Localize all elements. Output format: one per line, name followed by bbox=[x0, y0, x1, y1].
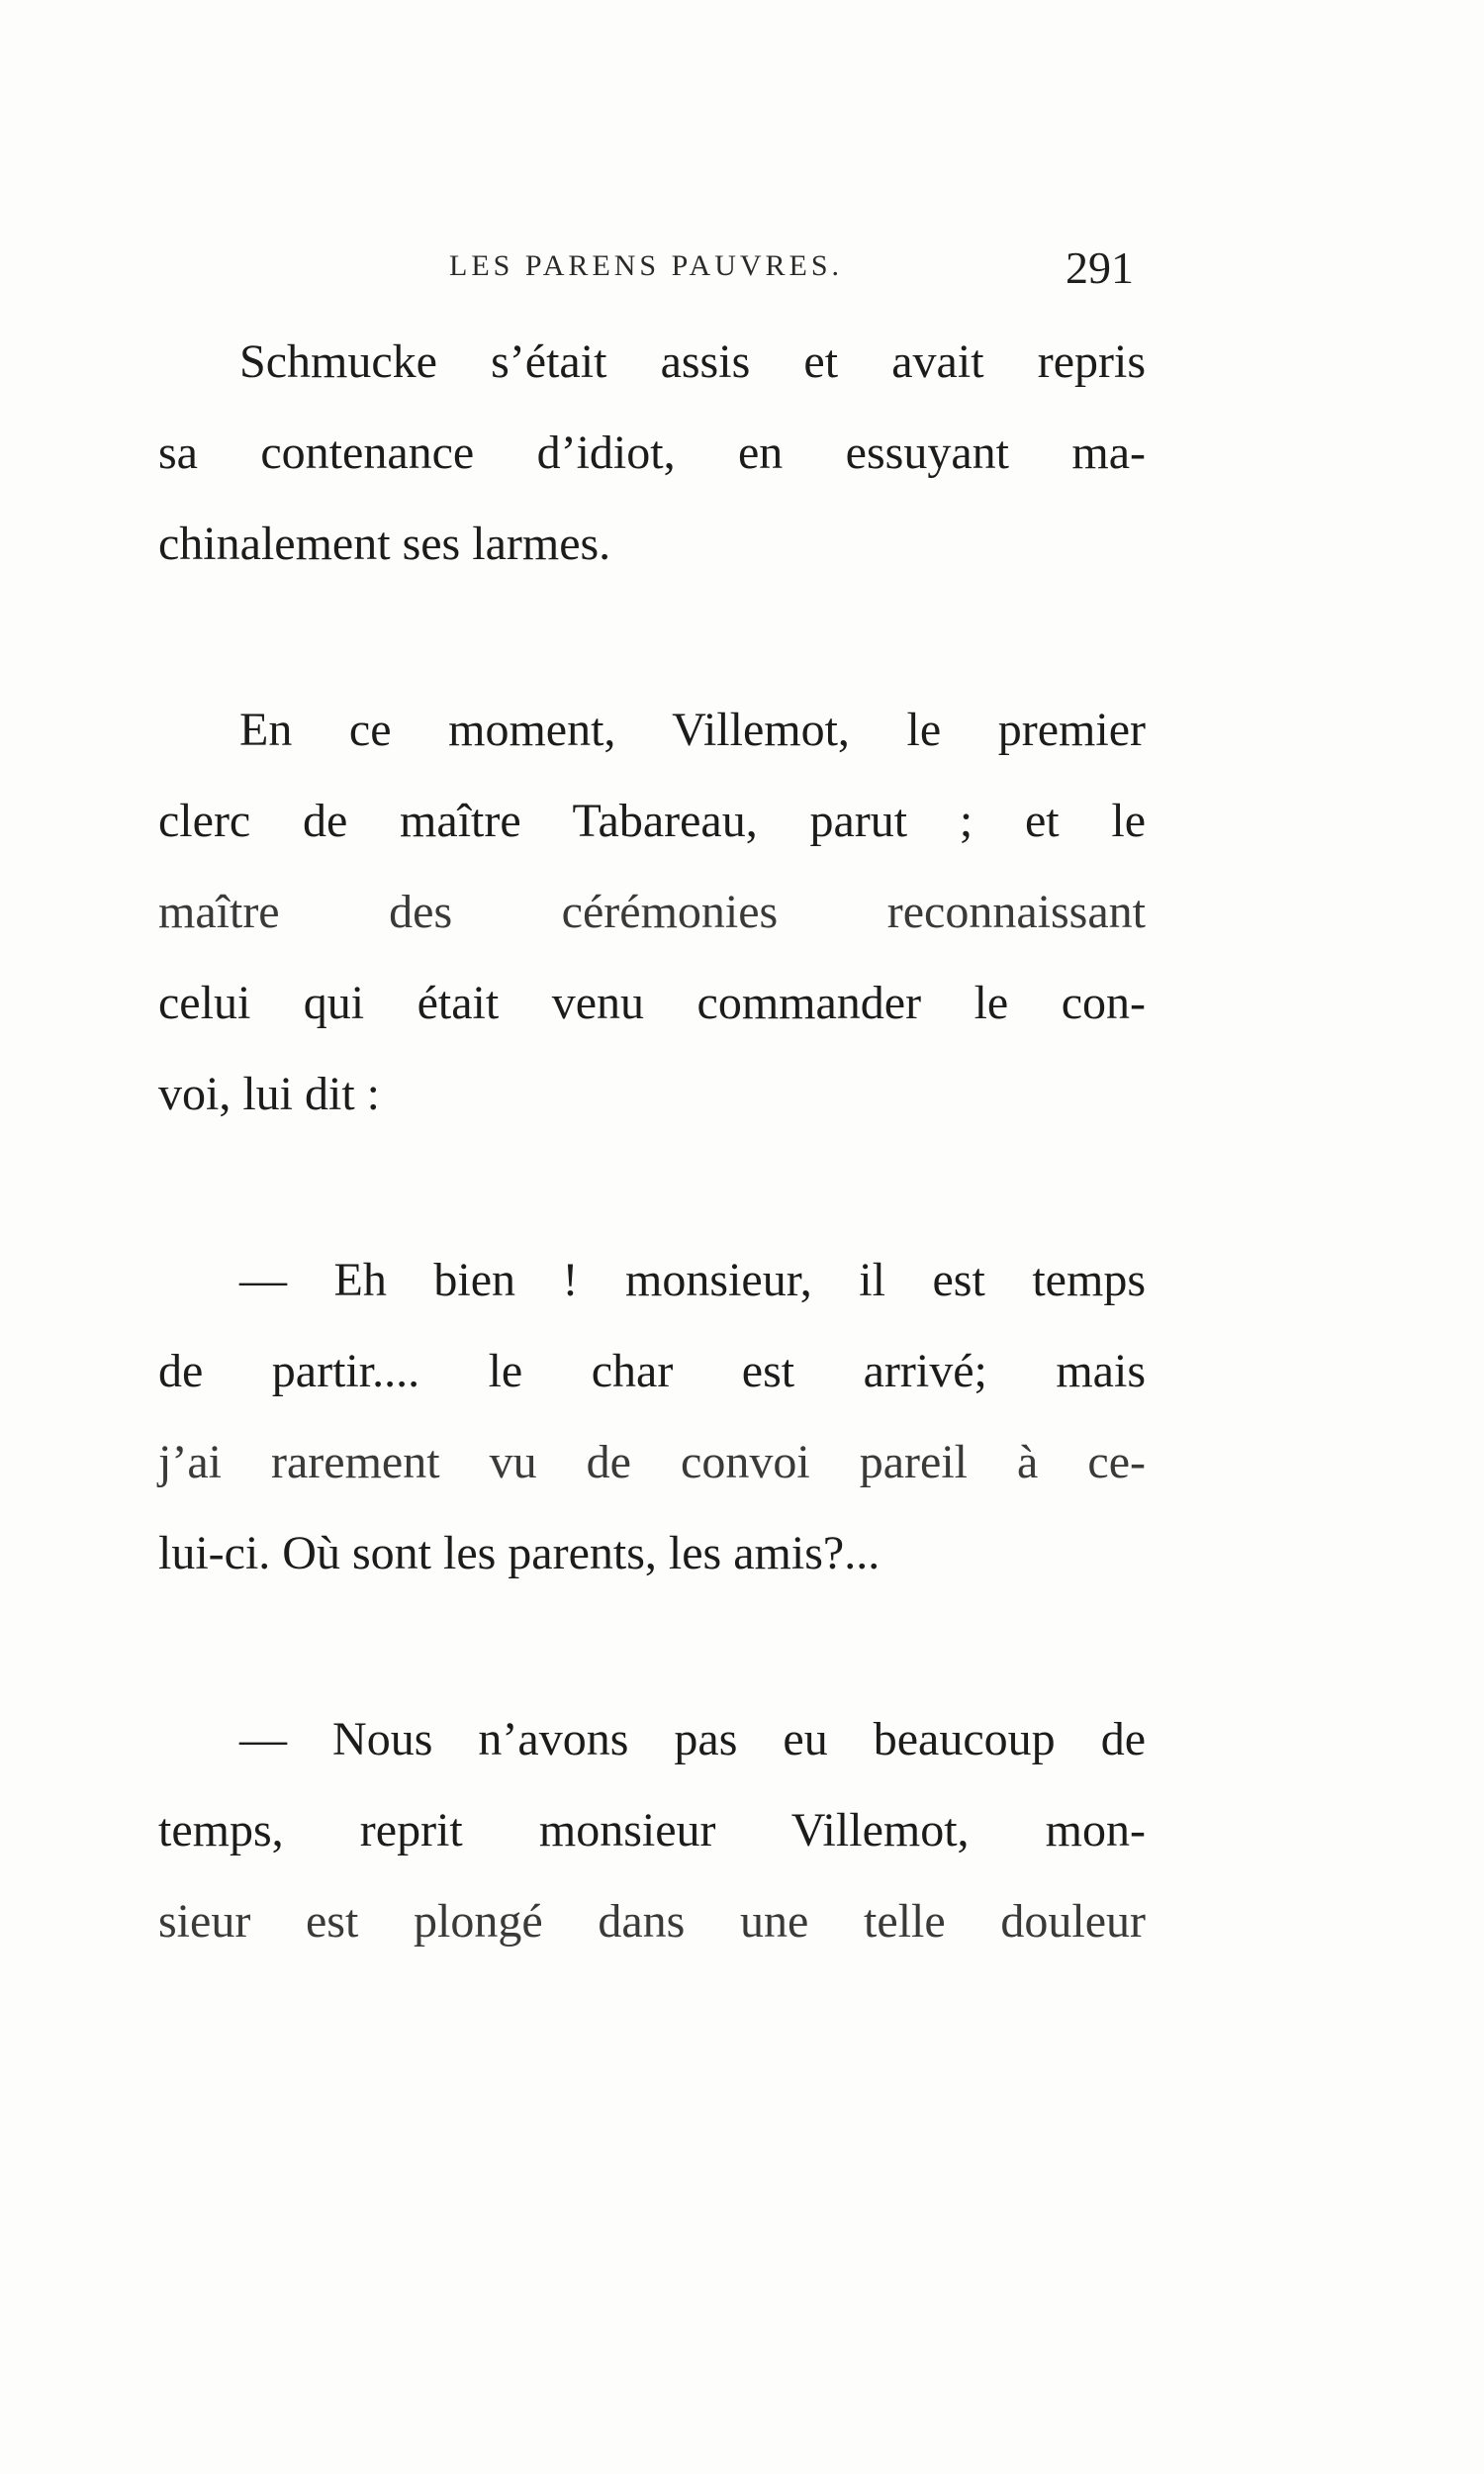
page-number: 291 bbox=[1066, 242, 1134, 293]
text-line: chinalement ses larmes. bbox=[158, 518, 611, 570]
text-line: de partir.... le char est arrivé; mais bbox=[158, 1345, 1146, 1397]
text-line: voi, lui dit : bbox=[158, 1068, 381, 1120]
paragraph bbox=[158, 685, 1146, 1140]
paragraph bbox=[158, 317, 1146, 590]
paragraph bbox=[158, 1235, 1146, 1599]
running-title: LES PARENS PAUVRES. bbox=[449, 249, 844, 282]
text-line: — Eh bien ! monsieur, il est temps bbox=[239, 1254, 1146, 1306]
text-line: sieur est plongé dans une telle douleur bbox=[158, 1895, 1146, 1948]
paragraph bbox=[158, 1694, 1146, 1967]
body-text bbox=[158, 317, 1146, 2062]
text-line: — Nous n’avons pas eu beaucoup de bbox=[239, 1713, 1146, 1765]
text-line: sa contenance d’idiot, en essuyant ma- bbox=[158, 427, 1146, 479]
text-line: maître des cérémonies reconnaissant bbox=[158, 886, 1146, 938]
text-line: Schmucke s’était assis et avait repris bbox=[239, 335, 1146, 388]
text-line: temps, reprit monsieur Villemot, mon- bbox=[158, 1804, 1146, 1856]
text-line: j’ai rarement vu de convoi pareil à ce- bbox=[158, 1436, 1146, 1488]
text-line: celui qui était venu commander le con- bbox=[158, 977, 1146, 1029]
text-line: En ce moment, Villemot, le premier bbox=[239, 704, 1146, 756]
running-header bbox=[158, 242, 1148, 305]
text-line: lui-ci. Où sont les parents, les amis?... bbox=[158, 1527, 881, 1579]
text-line: clerc de maître Tabareau, parut ; et le bbox=[158, 795, 1146, 847]
